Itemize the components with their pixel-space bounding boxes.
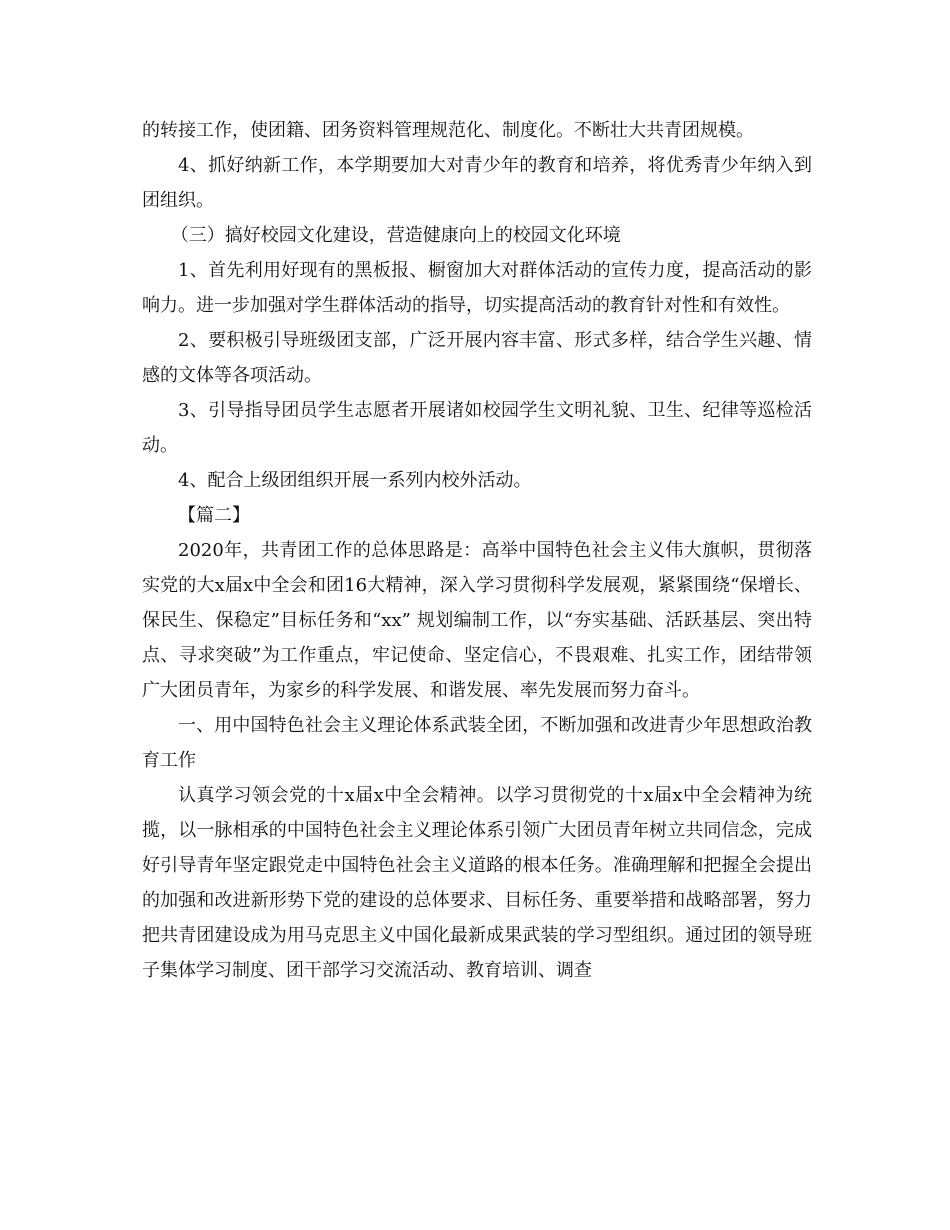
chapter-label: 【篇二】: [178, 505, 250, 526]
paragraph-1: 的转接工作，使团籍、团务资料管理规范化、制度化。不断壮大共青团规模。: [142, 120, 754, 141]
paragraph-9: 2020年，共青团工作的总体思路是：高举中国特色社会主义伟大旗帜，贯彻落实党的大x届x中全会和团16大精神，深入学习贯彻科学发展观，紧紧围绕“保增长、保民生、保稳定”目标任务和“xx” 规划编制工作，以“夯实基础、活跃基层、突出特点、寻求突破”为工作重点，牢记使命、坚定信心，不畏艰难、扎实工作，团结带领广大团员青年，为家乡的科学发展、和谐发展、率先发展而努力奋斗。: [142, 540, 812, 701]
section-heading-3: （三）搞好校园文化建设，营造健康向上的校园文化环境: [170, 225, 621, 246]
paragraph-4: 1、首先利用好现有的黑板报、橱窗加大对群体活动的宣传力度，提高活动的影响力。进一步加强对学生群体活动的指导，切实提高活动的教育针对性和有效性。: [142, 260, 812, 316]
document-body: [142, 113, 812, 988]
paragraph-5: 2、要积极引导班级团支部，广泛开展内容丰富、形式多样，结合学生兴趣、情感的文体等各项活动。: [142, 330, 812, 386]
paragraph-6: 3、引导指导团员学生志愿者开展诸如校园学生文明礼貌、卫生、纪律等巡检活动。: [142, 400, 812, 456]
paragraph-2: 4、抓好纳新工作，本学期要加大对青少年的教育和培养，将优秀青少年纳入到团组织。: [142, 155, 812, 211]
paragraph-7: 4、配合上级团组织开展一系列内校外活动。: [178, 470, 532, 491]
section-heading-10: 一、用中国特色社会主义理论体系武装全团，不断加强和改进青少年思想政治教育工作: [142, 715, 812, 771]
paragraph-11: 认真学习领会党的十x届x中全会精神。以学习贯彻党的十x届x中全会精神为统揽，以一脉相承的中国特色社会主义理论体系引领广大团员青年树立共同信念，完成好引导青年坚定跟党走中国特色社会主义道路的根本任务。准确理解和把握全会提出的加强和改进新形势下党的建设的总体要求、目标任务、重要举措和战略部署，努力把共青团建设成为用马克思主义中国化最新成果武装的学习型组织。通过团的领导班子集体学习制度、团干部学习交流活动、教育培训、调查: [142, 785, 812, 981]
